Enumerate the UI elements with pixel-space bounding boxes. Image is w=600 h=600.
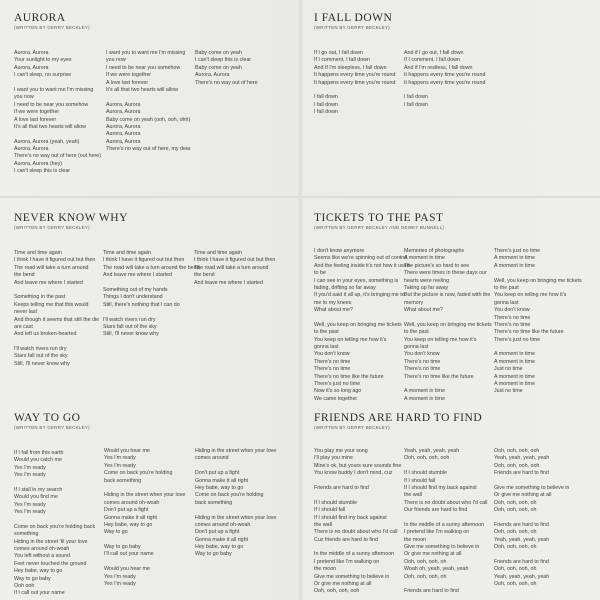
lyric-line: you now [14,94,34,101]
lyric-line: Time and time again [103,250,151,256]
lyrics-column [314,50,395,117]
lyric-line: A moment in time [494,358,535,365]
lyric-line: Memories of photographs [404,248,465,254]
lyrics-column [314,248,410,402]
lyric-line: Friends are hard to find [314,484,369,491]
lyric-line: Would you hear me [104,448,150,454]
lyric-line: I pretend like I'm walking on [404,529,470,536]
lyrics-column [14,250,99,368]
lyric-line: Come on back you're holding [195,492,264,499]
lyric-line: I want you to want me I'm missing [14,86,94,93]
lyric-line: There's no time [494,321,531,328]
lyric-line [404,315,492,322]
lyric-line: Yes I'm ready [14,472,46,479]
lyric-line [314,544,401,551]
lyric-line: There's no time like the future [494,329,564,336]
lyric-line: If I comment, I fall down [404,57,460,64]
lyric-line: fading, drifting so far away [314,284,376,291]
song-way-to-go [14,412,294,598]
lyric-line [106,94,191,101]
lyric-line: to be [314,270,326,277]
lyric-line [104,485,185,492]
lyric-line: I want you to want me I'm missing [106,50,186,56]
lyric-line: What about me? [404,307,443,314]
lyric-line [14,287,99,294]
lyric-line: I fall down [314,109,338,116]
lyric-line: back something [104,477,142,484]
lyric-line: Just no time [494,366,523,373]
lyric-line: There's just no time [494,248,541,254]
lyric-line: What about me? [314,307,353,314]
lyric-line: And if I go out, I fall down [404,50,464,56]
lyric-line: We came together [314,395,358,402]
lyric-line [104,559,185,566]
lyric-line: I can't sleep, no surprise [14,72,72,79]
lyric-line: Just no time [494,388,523,395]
lyric-line: Ooh, ooh, ooh, oh [494,566,537,573]
lyric-line: You don't know [494,307,530,314]
lyric-line: If I should fall [404,477,436,484]
lyric-line: Way to go baby [14,575,51,582]
lyric-line: I'll call out your name [104,551,154,558]
lyric-line [314,492,401,499]
lyric-line: me to my knees [314,299,352,306]
lyric-line: Ooh, ooh, ooh, oh [404,558,447,565]
lyric-line: A love last forever [106,79,149,86]
lyric-line: Come on back you're holding back [14,523,96,530]
lyric-line: There's no time [494,314,531,321]
lyric-line: gonna last [404,344,429,351]
lyric-line: Give me something to believe in [494,484,570,491]
lyric-line: gonna last [314,344,339,351]
song-title: TICKETS TO THE PAST [314,212,444,224]
lyric-line: Gonna make it all right [195,477,248,484]
lyric-line: Don't put up a fight [195,529,240,536]
lyric-line: Friends are hard to find [494,521,549,528]
lyric-line: I pretend like I'm walking on [314,558,380,565]
lyric-line: back something [195,499,233,506]
lyric-line: Friends are hard to find [494,470,549,477]
lyric-line: There's no time [404,358,441,365]
lyric-line: Would you hear me [104,566,150,573]
lyric-line: Still, there's nothing that I can do [103,301,180,308]
lyric-line: Something in the past [14,294,66,301]
lyric-line: memory [404,299,424,306]
lyric-line: There's no way out of here (out here) [14,153,101,160]
lyric-line: You don't know [404,351,440,358]
page-fold [0,196,600,198]
lyric-line: I fall down [314,101,338,108]
lyric-line: Aurora, Aurora [106,109,141,116]
lyric-line: Yes I'm ready [14,509,46,516]
lyric-line: Your sunlight to my eyes [14,57,72,64]
lyric-line [314,87,395,94]
lyric-line: Or give me nothing at all [494,492,552,499]
lyric-line: I don't know anymore [314,248,365,254]
lyric-line: Don't put up a fight [104,507,149,514]
lyric-line: Hiding in the street when your love [195,514,277,521]
lyric-line: There's no time like the future [404,373,474,380]
lyric-line [14,517,95,524]
lyric-line: If I stall in my search [14,486,63,493]
lyric-line: If I should find my back against [314,514,387,521]
lyric-line: You know buddy I don't mind, cuz [314,470,393,477]
lyric-line: Yes I'm ready [104,581,136,588]
lyric-line: There were times in these days our [404,270,487,277]
lyric-line: Baby come on yeah [195,50,242,56]
lyric-line: If I fall from this earth [14,450,64,456]
song-credit: (WRITTEN BY GERRY BECKLEY) [14,25,90,30]
lyric-line [14,80,101,87]
lyric-line: There's no way out of here [195,79,258,86]
lyric-line: If I should stumble [404,470,447,477]
lyrics-column [195,50,258,87]
song-aurora [14,12,294,194]
lyric-line: Give me something to believe in [314,573,390,580]
lyric-line: I'll play you mine [314,455,353,462]
lyric-line: If we were together [106,72,152,79]
lyric-line: Yeah, yeah, yeah, yeah [494,536,550,543]
lyric-line: Stars fall out of the sky [14,353,68,360]
lyric-line: Come on back you're holding [104,470,173,477]
lyric-line [14,131,101,138]
lyric-line: Our friends are hard to find [404,507,468,514]
lyric-line: never last [14,309,37,316]
lyric-line [14,480,95,487]
lyric-line: And though it seems that still the die [14,316,100,323]
lyric-line: Seems like we're spinning out of control [314,255,408,262]
lyric-line: Yes I'm ready [14,464,46,471]
lyric-line: The road will take a turn around [14,264,89,271]
lyric-line: There's no way out of here, my dear [106,146,191,153]
lyric-line: In the middle of a sunny afternoon [314,551,395,558]
lyric-line: Aurora, Aurora [14,64,49,71]
lyric-line: And leave me where I started [194,279,263,286]
song-tickets-to-the-past [314,212,594,402]
song-i-fall-down [314,12,594,194]
lyric-line: There's no time [404,366,441,373]
lyric-line: something [14,531,39,538]
lyric-line [404,581,487,588]
lyric-line: Would you find me [14,494,58,501]
lyric-line: You don't know [314,351,350,358]
song-credit: (WRITTEN BY GERRY BECKLEY) [14,225,90,230]
lyric-line: There's no time like the future [314,373,384,380]
lyric-line: Aurora, Aurora [14,50,49,56]
lyric-line: Ooh, ooh, ooh, oh [494,544,537,551]
lyric-line: It happens every time you're round [314,72,396,79]
lyric-line: Gonna make it all right [104,514,157,521]
lyric-line: you now [106,57,126,64]
lyric-line: Way to go baby [104,544,141,551]
lyric-line: comes around [195,455,229,462]
lyric-line: I can't sleep this is clear [14,168,71,175]
lyric-line: Ooh ooh [14,583,35,590]
song-title: NEVER KNOW WHY [14,212,128,224]
lyric-line: Well, you keep on bringing me tickets [494,277,582,284]
lyric-line: Way to go baby [195,551,232,558]
lyric-line: There's no time [314,358,351,365]
lyric-line: Gonna make it all right [195,536,248,543]
lyrics-column [314,448,401,596]
lyrics-column [494,248,582,396]
lyric-line: Aurora, Aurora (yeah, yeah) [14,138,80,145]
lyric-line: And leave me where I started [14,279,83,286]
lyric-line: to the past [404,329,429,336]
lyric-line: Yes I'm ready [14,501,46,508]
lyric-line: Well, you keep on bringing me tickets [404,321,492,328]
lyric-line [195,463,276,470]
song-credit: (WRITTEN BY GERRY BECKLEY) [314,25,390,30]
lyrics-column [404,248,492,402]
lyric-line: Yes I'm ready [104,462,136,469]
lyric-line [14,339,99,346]
lyric-line: Hey babe, way to go [195,544,244,551]
lyric-line [103,309,200,316]
song-credit: (WRITTEN BY GERRY BECKLEY) [14,425,90,430]
lyric-line: Still, I'll never know why [103,331,159,338]
lyric-line: Would you catch me [14,457,62,464]
lyric-line: It happens every time you're round [314,79,396,86]
lyric-line: Ooh, ooh, ooh, ooh [494,462,540,469]
lyric-line: Ooh, ooh, ooh, oh [494,581,537,588]
lyric-line: It's all that two hearts will allow [106,86,178,93]
lyric-line: Well, you keep on bringing me tickets [314,321,402,328]
lyric-line: Hiding in the street when your love [195,448,277,454]
lyric-line: And leave me where I started [103,272,172,279]
lyric-line: comes around oh-woah [195,521,251,528]
lyric-line: And if I'm restless, I fall down [404,64,473,71]
lyric-line: If I should fall [314,507,346,514]
lyrics-column [404,448,487,596]
song-title: FRIENDS ARE HARD TO FIND [314,412,483,424]
lyric-line: The road will take a turn around the bend [103,264,200,271]
lyric-line: Mine's ok, but yours sure sounds fine [314,462,402,469]
lyric-line: the wall [314,521,332,528]
lyric-line: Hey babe, way to go [14,568,63,575]
lyric-line: I fall down [404,101,428,108]
lyric-line: I'll watch rivers run dry [14,346,67,353]
lyrics-column [195,448,276,559]
lyric-line: Baby come on yeah (ooh, ooh, ohh) [106,116,191,123]
lyric-line: Aurora, Aurora [106,131,141,138]
lyric-line [314,478,401,485]
lyric-line: I can't sleep this is clear [195,57,252,64]
lyric-line: Aurora, Aurora [106,101,141,108]
lyric-line: the bend [14,272,35,279]
lyric-line [404,381,492,388]
lyric-line [314,315,410,322]
lyric-line: Hiding in the street when your love [104,492,186,499]
lyric-line: Don't put up a fight [195,470,240,477]
lyric-line: Ooh, ooh, ooh, oh [494,499,537,506]
lyrics-column [404,50,485,109]
lyric-line: the moon [314,566,337,573]
lyric-line: Ooh, ooh, ooh, ooh [494,448,540,454]
lyric-line: Ooh, ooh, ooh, oh [494,507,537,514]
lyric-line: Friends are hard to find [494,558,549,565]
lyric-line: to the past [314,329,339,336]
lyric-line: Aurora, Aurora (hey) [14,160,62,167]
lyric-line: You left without a sound [14,553,71,560]
lyric-line: Feet never touched the ground [14,560,87,567]
lyric-line: Yeah, yeah, yeah, yeah [494,455,550,462]
lyric-line [104,537,185,544]
lyric-line: A moment in time [404,388,445,395]
lyric-line: Taking up far away [404,284,449,291]
lyric-line: Still, I'll never know why [14,360,70,367]
lyric-line: I think I have it figured out but then [194,257,276,264]
lyric-line: comes around oh-woah [104,499,160,506]
lyric-line: the moon [404,536,427,543]
lyric-line: Things I don't understand [103,294,163,301]
lyric-line: Something out of my hands [103,286,168,293]
lyric-line: Woah oh, yeah, yeah, yeah [404,566,469,573]
lyric-line [404,87,485,94]
lyric-line: There's no time [314,366,351,373]
lyrics-column [14,50,101,176]
lyric-line: Cuz friends are hard to find [314,536,378,543]
lyric-line: comes around oh-woah [14,546,70,553]
lyric-line [404,515,487,522]
lyric-line: If I should find my back against [404,484,477,491]
lyric-line: to the past [494,284,519,291]
lyric-line: I think I have it figured out but then [14,257,96,264]
lyric-line [494,515,569,522]
lyric-line: Yes I'm ready [104,455,136,462]
lyric-line: Friends are hard to find [404,588,459,595]
lyric-line: If I comment, I fall down [314,57,370,64]
lyric-line: You keep on telling me how it's [404,336,477,343]
lyric-line: A moment in time [494,262,535,269]
lyric-line: The road will take a turn around [194,264,269,271]
lyric-line: Yeah, yeah, yeah, yeah [494,573,550,580]
lyric-line: Aurora, Aurora [106,123,141,130]
lyric-line: A love last forever [14,116,57,123]
lyric-line: And left us broken-hearted [14,331,77,338]
lyrics-column [106,50,191,153]
lyric-line: If I should stumble [314,499,357,506]
lyric-line: Way to go [104,529,128,536]
lyric-line: A moment in time [404,395,445,402]
lyric-line: Aurora, Aurora [106,138,141,145]
lyric-line [103,280,200,287]
lyric-line: I fall down [314,94,338,101]
lyric-line: the bend [194,272,215,279]
lyric-line: Yes I'm ready [104,573,136,580]
lyric-line: You keep on telling me how it's [314,336,387,343]
lyric-line: If we were together [14,109,60,116]
song-credit: (WRITTEN BY GERRY BECKLEY AND DEWEY BUNNELL) [314,225,445,230]
song-credit: (WRITTEN BY GERRY BECKLEY) [314,425,390,430]
lyric-line [494,344,582,351]
lyric-line: The picture's so hard to see [404,262,470,269]
lyric-line [195,507,276,514]
lyric-line: It happens every time you're round [404,72,486,79]
song-never-know-why [14,212,294,402]
lyric-line: gonna last [494,299,519,306]
lyric-line [494,551,569,558]
lyric-line: You keep on telling me how it's [494,292,567,299]
lyric-line: I can see in your eyes, something is [314,277,399,284]
lyric-line [494,478,569,485]
lyric-line: There's just no time [494,336,541,343]
lyric-line: If I call out your name [14,590,65,597]
lyric-line: Ooh, ooh, ooh, oh [404,573,447,580]
lyric-line: A moment in time [494,255,535,262]
lyric-line: Or give me nothing at all [404,551,462,558]
lyric-line: Ooh, ooh, ooh, ooh [314,588,360,595]
lyrics-column [104,448,185,588]
lyric-line: I'll watch rivers run dry [103,316,156,323]
lyric-line: hearts were reeling [404,277,450,284]
lyric-line: are cast [14,323,33,330]
lyric-line [494,270,582,277]
lyric-line: There is no doubt about who I'd call [404,499,488,506]
lyric-line: Or give me nothing at all [314,581,372,588]
song-title: WAY TO GO [14,412,81,424]
lyric-line: A moment in time [494,351,535,358]
lyric-line: Aurora, Aurora [14,146,49,153]
lyrics-column [14,450,95,598]
lyric-line: Now it's so long ago [314,388,362,395]
lyric-line: You play me your song [314,448,368,454]
song-title: I FALL DOWN [314,12,393,24]
lyric-line: It's all that two hearts will allow [14,123,86,130]
lyric-line: Hey babe, way to go [195,484,244,491]
lyric-line: Time and time again [194,250,242,256]
lyric-line: If you'd said it all up, it's bringing me to [314,292,405,299]
lyric-line: A moment in time [404,255,445,262]
lyric-line: Ooh, ooh, ooh, oh [494,529,537,536]
lyric-line: Ooh, ooh, ooh, ooh [404,455,450,462]
lyric-line: I fall down [404,94,428,101]
song-friends-are-hard-to-find [314,412,594,598]
lyric-line: Give me something to believe in [404,544,480,551]
lyric-line: Keeps telling me that this would [14,301,89,308]
lyric-line: There's just no time [314,381,361,388]
lyric-line: There is no doubt about who I'd call [314,529,398,536]
lyric-line: A moment in time [494,373,535,380]
lyric-line: But the picture is now, faded with the [404,292,491,299]
lyric-line: Baby come on yeah [195,64,242,71]
lyric-line: Hey babe, way to go [104,521,153,528]
lyrics-column [194,250,275,287]
lyric-line: I need to be near you somehow [106,64,181,71]
lyric-line: the wall [404,492,422,499]
lyric-line: Hiding in the street 'til your love [14,538,88,545]
song-title: AURORA [14,12,66,24]
lyric-line: In the middle of a sunny afternoon [404,521,485,528]
lyric-line: It happens every time you're round [404,79,486,86]
lyric-line: And If I'm sleepless, I fall down [314,64,387,71]
lyric-line: Time and time again [14,250,62,256]
lyric-line [404,463,487,470]
lyric-line: Yeah, yeah, yeah, yeah [404,448,460,454]
lyrics-column [494,448,569,588]
lyric-line: Stars fall out of the sky [103,323,157,330]
lyric-line: I think I have it figured out but then [103,257,185,264]
lyric-line: I need to be near you somehow [14,101,89,108]
lyric-line: And the feeling inside it's not how it used [314,262,410,269]
lyric-line: Aurora, Aurora [195,72,230,79]
lyrics-column [103,250,200,339]
lyric-line: If I go out, I fall down [314,50,363,56]
lyric-line: A moment in time [494,381,535,388]
